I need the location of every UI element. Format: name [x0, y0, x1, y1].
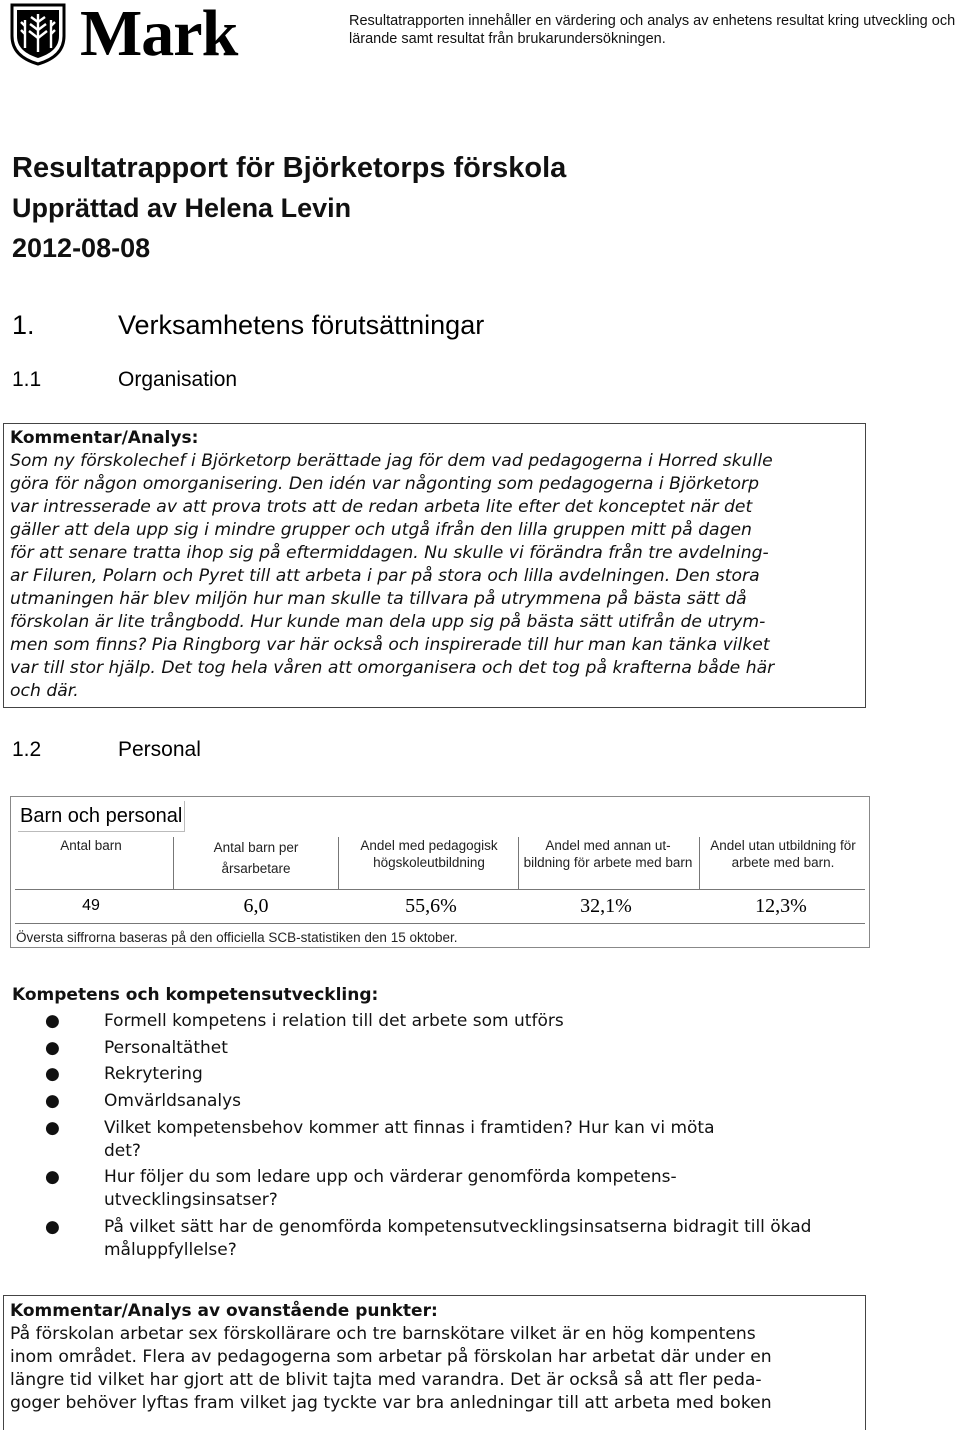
section-number: 1. [12, 310, 35, 340]
list-item [40, 1166, 870, 1212]
page-header [0, 0, 960, 70]
table-footnote: Översta siffrorna baseras på den officiella SCB-statistiken den 15 oktober. [16, 930, 458, 945]
column-header: Antal barn per årsarbetare [213, 840, 299, 876]
text-line: goger behöver lyftas fram vilket jag tyckte var bra anledningar till att arbeta med boken [10, 1393, 772, 1413]
section-number: 1.2 [12, 738, 42, 761]
text-line: utmaningen här blev miljön hur man skulle ta tillvara på utrymmena på bästa sätt då [10, 589, 747, 609]
text-line: På förskolan arbetar sex förskollärare och tre barnskötare vilket är en hög kompentens [10, 1324, 756, 1344]
value-pedagogisk-hogskola: 55,6% [405, 895, 457, 917]
list-item [40, 1117, 870, 1163]
section-title: Personal [118, 738, 201, 761]
organisation-comment-box [3, 423, 866, 708]
date-line: 2012-08-08 [12, 233, 151, 263]
list-item [40, 1216, 870, 1262]
section-title: Organisation [118, 368, 238, 391]
text-line: var intresserade av att prova trots att de redan arbeta lite efter det konceptet när det [10, 497, 753, 517]
table-title: Barn och personal [18, 801, 185, 832]
box-label: Kommentar/Analys av ovanstående punkter: [10, 1301, 438, 1321]
text-line: men som finns? Pia Ringborg var här också och inspirerade till hur man kan tänka vilket [10, 635, 770, 655]
list-item [40, 1090, 870, 1113]
value-antal-barn: 49 [82, 897, 100, 914]
organisation-text [10, 450, 859, 703]
bullet-icon: ● [45, 1011, 60, 1031]
column-divider [173, 837, 174, 889]
section-number: 1.1 [12, 368, 42, 391]
text-line: förskolan är lite trångbodd. Hur kunde man dela upp sig på bästa sätt utifrån de utrym- [10, 612, 766, 632]
list-item-text: På vilket sätt har de genomförda kompetensutvecklingsinsatserna bidragit till ökad måluppfyllelse? [104, 1217, 812, 1261]
text-line: var till stor hjälp. Det tog hela våren att omorganisera och det tog på krafterna både här [10, 658, 775, 678]
bullet-icon: ● [45, 1037, 60, 1058]
analysis-comment-box [3, 1295, 866, 1430]
value-barn-per-arsarbetare: 6,0 [243, 895, 269, 917]
column-divider [518, 837, 519, 889]
column-header: Antal barn [60, 838, 122, 853]
list-item-text: Rekrytering [104, 1064, 203, 1085]
list-item [40, 1037, 870, 1060]
bullet-icon: ● [45, 1217, 60, 1238]
table-rule [15, 923, 865, 924]
section-1-heading [12, 310, 484, 341]
column-header: Andel med annan ut-bildning för arbete med barn [523, 838, 693, 870]
bullet-icon: ● [45, 1167, 60, 1188]
list-item-text: Vilket kompetensbehov kommer att finnas i framtiden? Hur kan vi möta det? [104, 1117, 715, 1161]
list-item-text: Formell kompetens i relation till det arbete som utförs [104, 1011, 564, 1031]
mark-logo [8, 0, 258, 70]
table-rule [15, 889, 865, 890]
analysis-text [10, 1323, 859, 1415]
list-item [40, 1010, 870, 1033]
text-line: ar Filuren, Polarn och Pyret till att arbeta i par på stora och lilla avdelningen. Den stora [10, 566, 760, 586]
staff-table [10, 796, 870, 948]
column-header: Andel utan utbildning för arbete med barn. [710, 838, 856, 870]
title-block [12, 148, 566, 268]
value-utan-utbildning: 12,3% [755, 895, 807, 917]
list-item [40, 1063, 870, 1086]
box-label: Kommentar/Analys: [10, 428, 199, 448]
text-line: gäller att dela upp sig i mindre grupper och utgå ifrån den lilla gruppen mitt på dagen [10, 520, 752, 540]
page-title: Resultatrapport för Björketorps förskola [12, 152, 567, 184]
kompetens-list [40, 1010, 870, 1266]
coat-of-arms-icon [8, 2, 68, 66]
column-divider [699, 837, 700, 889]
section-1-1-heading [12, 368, 237, 392]
column-header: Andel med pedagogisk högskoleutbildning [360, 838, 498, 870]
kompetens-heading: Kompetens och kompetensutveckling: [12, 985, 379, 1005]
column-divider [338, 837, 339, 889]
logo-text: Mark [80, 0, 238, 70]
text-line: för att senare tratta ihop sig på eftermiddagen. Nu skulle vi förändra från tre avdelning- [10, 543, 769, 563]
bullet-icon: ● [45, 1064, 60, 1085]
list-item-text: Personaltäthet [104, 1037, 228, 1058]
header-note: Resultatrapporten innehåller en värdering och analys av enhetens resultat kring utveckling och lärande samt resultat från brukarundersökningen. [349, 13, 956, 47]
section-title: Verksamhetens förutsättningar [118, 310, 485, 340]
list-item-text: Hur följer du som ledare upp och värderar genomförda kompetens-utvecklingsinsatser? [104, 1167, 677, 1211]
text-line: Som ny förskolechef i Björketorp berättade jag för dem vad pedagogerna i Horred skulle [10, 451, 773, 471]
text-line: och där. [10, 681, 79, 701]
text-line: göra för någon omorganisering. Den idén var någonting som pedagogerna i Björketorp [10, 474, 759, 494]
text-line: inom området. Flera av pedagogerna som arbetar på förskolan har arbetat där under en [10, 1347, 772, 1367]
author-line: Upprättad av Helena Levin [12, 193, 352, 223]
bullet-icon: ● [45, 1091, 60, 1112]
list-item-text: Omvärldsanalys [104, 1091, 242, 1112]
section-1-2-heading [12, 738, 201, 762]
value-annan-utbildning: 32,1% [580, 895, 632, 917]
bullet-icon: ● [45, 1117, 60, 1138]
text-line: längre tid vilket har gjort att de blivit tajta med varandra. Det är också så att fler peda- [10, 1370, 762, 1390]
